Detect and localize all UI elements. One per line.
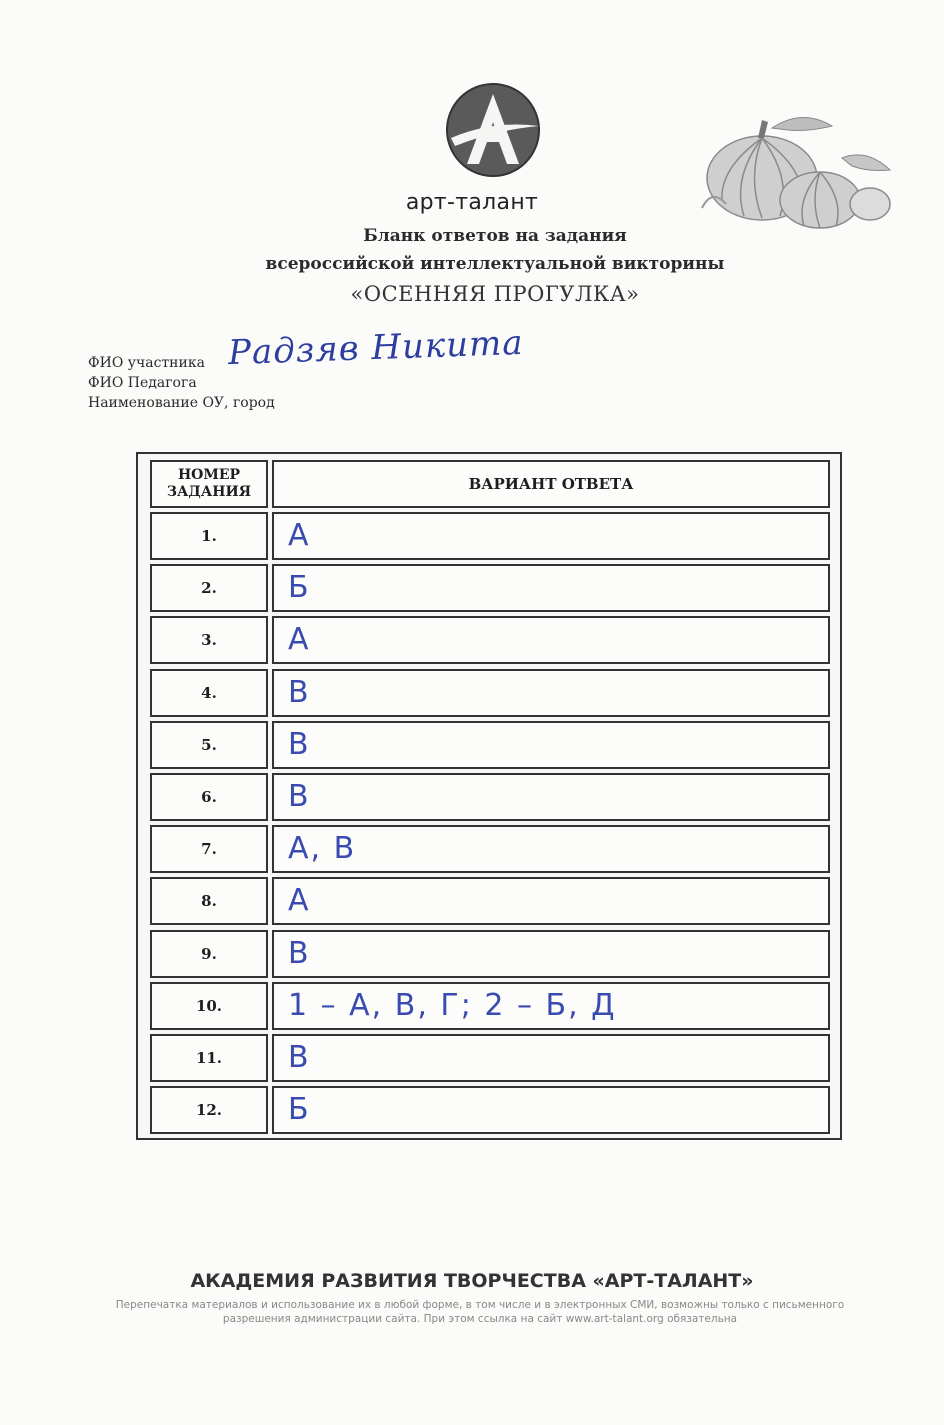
handwritten-answer: В	[288, 935, 311, 971]
answer-cell[interactable]	[272, 616, 830, 664]
handwritten-answer: В	[288, 1040, 311, 1075]
answer-cell[interactable]	[272, 1034, 830, 1082]
answer-cell[interactable]	[272, 877, 830, 925]
teacher-label: ФИО Педагога	[88, 375, 197, 391]
answers-table	[136, 452, 842, 1140]
answer-cell[interactable]	[272, 930, 830, 978]
task-number: 2.	[150, 564, 268, 612]
task-number: 6.	[150, 773, 268, 821]
school-label: Наименование ОУ, город	[88, 395, 275, 411]
table-row	[146, 825, 832, 873]
handwritten-answer: 1 – А, В, Г; 2 – Б, Д	[288, 987, 617, 1023]
footer-copyright-note: Перепечатка материалов и использование их в любой форме, в том числе и в электронных СМИ, возможны только с письменного разрешения администрации сайта. При этом ссылка на сайт www.art-talant.org обязательна	[115, 1299, 845, 1325]
task-number: 5.	[150, 721, 268, 769]
task-number: 7.	[150, 825, 268, 873]
quiz-name: «ОСЕННЯЯ ПРОГУЛКА»	[350, 282, 640, 306]
task-number: 9.	[150, 930, 268, 978]
answer-cell[interactable]	[272, 825, 830, 873]
pumpkin-icon	[692, 108, 897, 236]
handwritten-answer: А	[288, 883, 311, 919]
task-number: 1.	[150, 512, 268, 560]
handwritten-answer: Б	[288, 1092, 311, 1128]
answer-cell[interactable]	[272, 1086, 830, 1134]
table-row	[146, 564, 832, 612]
handwritten-answer: А, В	[288, 831, 357, 867]
table-row	[146, 982, 832, 1030]
table-row	[146, 930, 832, 978]
form-title: Бланк ответов на задания	[363, 226, 627, 246]
table-row	[146, 721, 832, 769]
task-number: 8.	[150, 877, 268, 925]
table-row	[146, 616, 832, 664]
table-row	[146, 877, 832, 925]
handwritten-answer: Б	[288, 570, 311, 606]
table-row	[146, 1034, 832, 1082]
table-row	[146, 669, 832, 717]
answer-cell[interactable]	[272, 721, 830, 769]
answer-cell[interactable]	[272, 982, 830, 1030]
handwritten-answer: В	[288, 726, 311, 762]
brand-name: арт-талант	[405, 190, 539, 215]
answer-cell[interactable]	[272, 669, 830, 717]
handwritten-answer: А	[288, 518, 311, 553]
header-answer-option: ВАРИАНТ ОТВЕТА	[272, 460, 830, 508]
footer-title: АКАДЕМИЯ РАЗВИТИЯ ТВОРЧЕСТВА «АРТ-ТАЛАНТ»	[190, 1270, 754, 1292]
handwritten-answer: А	[288, 622, 311, 658]
answer-cell[interactable]	[272, 564, 830, 612]
participant-name-handwritten[interactable]: Радзяв Никита	[227, 322, 525, 374]
task-number: 3.	[150, 616, 268, 664]
participant-label: ФИО участника	[88, 355, 205, 371]
task-number: 10.	[150, 982, 268, 1030]
handwritten-answer: В	[288, 779, 311, 814]
task-number: 12.	[150, 1086, 268, 1134]
task-number: 11.	[150, 1034, 268, 1082]
table-row	[146, 1086, 832, 1134]
answer-cell[interactable]	[272, 773, 830, 821]
task-number: 4.	[150, 669, 268, 717]
table-row	[146, 512, 832, 560]
table-row	[146, 773, 832, 821]
header-task-number: НОМЕР ЗАДАНИЯ	[150, 460, 268, 508]
art-talant-logo-icon	[443, 80, 543, 180]
form-subtitle: всероссийской интеллектуальной викторины	[265, 254, 725, 274]
handwritten-answer: В	[288, 674, 311, 710]
table-header-row	[146, 460, 832, 508]
answer-cell[interactable]	[272, 512, 830, 560]
